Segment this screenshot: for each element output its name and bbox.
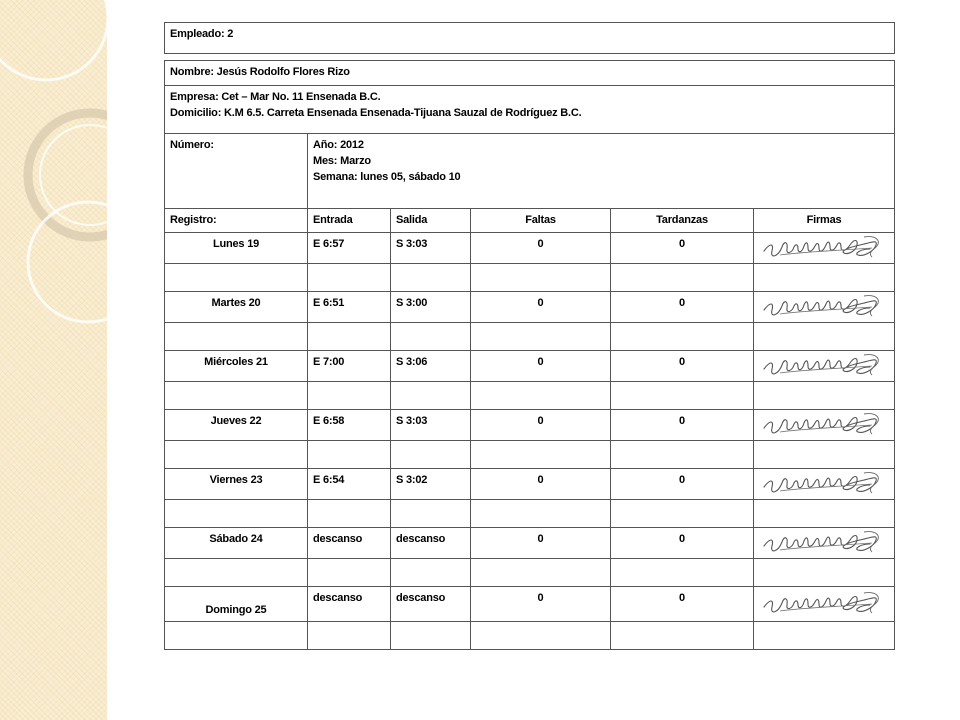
signature-image (760, 233, 888, 263)
table-row (165, 292, 895, 323)
number-label: Número: (165, 134, 308, 209)
tardanzas-cell: 0 (611, 587, 754, 622)
tardanzas-cell: 0 (611, 410, 754, 441)
week-label: Semana: lunes 05, sábado 10 (313, 171, 461, 183)
spacer-row (165, 54, 895, 61)
col-header-salida: Salida (391, 209, 471, 233)
faltas-cell: 0 (471, 233, 611, 264)
day-cell: Miércoles 21 (165, 351, 308, 382)
faltas-cell: 0 (471, 292, 611, 323)
company-name: Empresa: Cet – Mar No. 11 Ensenada B.C. (170, 91, 381, 103)
col-header-firmas: Firmas (754, 209, 895, 233)
entrada-cell: descanso (308, 528, 391, 559)
faltas-cell: 0 (471, 410, 611, 441)
day-cell: Sábado 24 (165, 528, 308, 559)
salida-cell: descanso (391, 587, 471, 622)
entrada-cell: E 7:00 (308, 351, 391, 382)
attendance-sheet (164, 22, 894, 650)
signature-cell (754, 587, 895, 622)
salida-cell: S 3:00 (391, 292, 471, 323)
signature-image (760, 410, 888, 440)
table-row (165, 587, 895, 622)
tardanzas-cell: 0 (611, 351, 754, 382)
signature-cell (754, 528, 895, 559)
signature-image (760, 292, 888, 322)
table-row (165, 410, 895, 441)
col-header-entrada: Entrada (308, 209, 391, 233)
day-cell: Jueves 22 (165, 410, 308, 441)
col-header-tardanzas: Tardanzas (611, 209, 754, 233)
entrada-cell: E 6:57 (308, 233, 391, 264)
salida-cell: descanso (391, 528, 471, 559)
entrada-cell: E 6:58 (308, 410, 391, 441)
salida-cell: S 3:03 (391, 410, 471, 441)
decorative-circles (0, 0, 107, 720)
blank-row (165, 500, 895, 528)
decorative-side-band (0, 0, 107, 720)
table-row (165, 469, 895, 500)
day-cell: Martes 20 (165, 292, 308, 323)
employee-name: Nombre: Jesús Rodolfo Flores Rizo (165, 61, 895, 86)
table-row (165, 528, 895, 559)
day-cell: Domingo 25 (165, 587, 308, 622)
signature-image (760, 469, 888, 499)
table-row (165, 233, 895, 264)
entrada-cell: E 6:54 (308, 469, 391, 500)
attendance-table (164, 22, 895, 650)
signature-image (760, 528, 888, 558)
col-header-faltas: Faltas (471, 209, 611, 233)
salida-cell: S 3:02 (391, 469, 471, 500)
col-header-registro: Registro: (165, 209, 308, 233)
signature-image (760, 351, 888, 381)
blank-row (165, 382, 895, 410)
tardanzas-cell: 0 (611, 528, 754, 559)
tardanzas-cell: 0 (611, 233, 754, 264)
employee-number: Empleado: 2 (165, 23, 895, 54)
tardanzas-cell: 0 (611, 292, 754, 323)
table-row (165, 351, 895, 382)
signature-cell (754, 351, 895, 382)
entrada-cell: E 6:51 (308, 292, 391, 323)
faltas-cell: 0 (471, 528, 611, 559)
period-info (308, 134, 895, 209)
month-label: Mes: Marzo (313, 155, 371, 167)
signature-cell (754, 410, 895, 441)
faltas-cell: 0 (471, 587, 611, 622)
tardanzas-cell: 0 (611, 469, 754, 500)
company-info (165, 86, 895, 134)
blank-row (165, 264, 895, 292)
blank-row (165, 559, 895, 587)
faltas-cell: 0 (471, 351, 611, 382)
table-header-row (165, 209, 895, 233)
day-cell: Viernes 23 (165, 469, 308, 500)
day-cell: Lunes 19 (165, 233, 308, 264)
blank-row (165, 323, 895, 351)
salida-cell: S 3:03 (391, 233, 471, 264)
company-address: Domicilio: K.M 6.5. Carreta Ensenada Ensenada-Tijuana Sauzal de Rodríguez B.C. (170, 107, 582, 119)
faltas-cell: 0 (471, 469, 611, 500)
signature-cell (754, 469, 895, 500)
signature-cell (754, 292, 895, 323)
salida-cell: S 3:06 (391, 351, 471, 382)
entrada-cell: descanso (308, 587, 391, 622)
year-label: Año: 2012 (313, 139, 364, 151)
blank-row (165, 441, 895, 469)
signature-cell (754, 233, 895, 264)
blank-row (165, 622, 895, 650)
signature-image (760, 589, 888, 619)
